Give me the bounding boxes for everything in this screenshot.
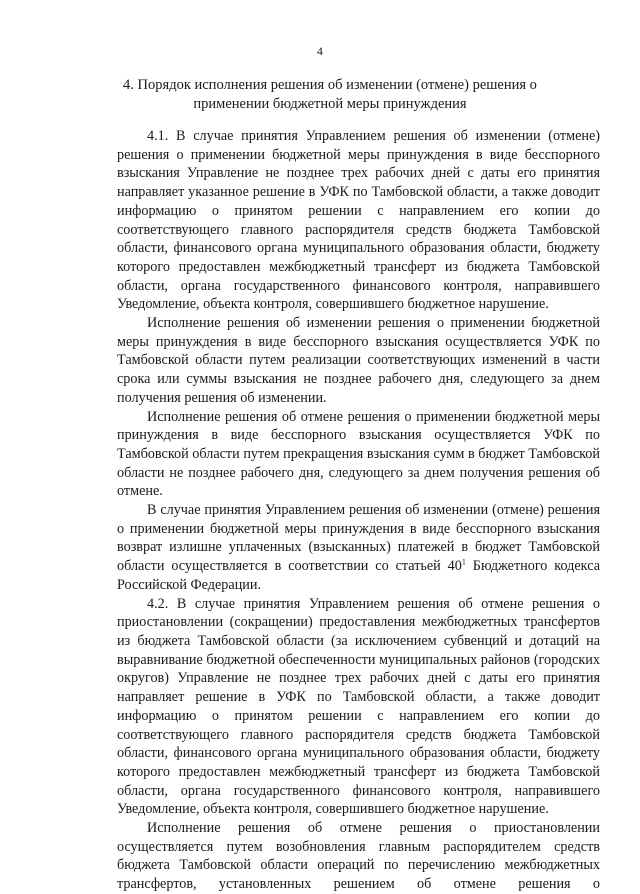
article-superscript: 1 (461, 557, 466, 567)
paragraph-suspension-cancel: Исполнение решения об отмене решения о приостановлении осуществляется путем возобновления главным распорядителем средств бюджета Тамбовской области операций по перечислению межбюджетных трансфертов, установленных решением об отмене решения о (117, 820, 600, 893)
paragraph-cancel-execution: Исполнение решения об отмене решения о применении бюджетной меры принуждения в виде бесспорного взыскания осуществляется УФК по Тамбовской области путем прекращения взыскания сумм в бюджет Тамбовской области не позднее рабочего дня, следующего за днем получения решения об отмене. (117, 408, 600, 500)
paragraph-4-1: 4.1. В случае принятия Управлением решения об изменении (отмене) решения о применении бюджетной меры принуждения в виде бесспорного взыскания Управление не позднее трех рабочих дней с даты его принятия направляет указанное решение в УФК по Тамбовской области, а также доводит информацию о принятом решении с направлением его копии до соответствующего главного распорядителя средств бюджета Тамбовской области, финансового органа муниципального образования области, бюджету которого предоставлен межбюджетный трансферт из бюджета Тамбовской области, органа государственного финансового контроля, направившего Уведомление, объекта контроля, совершившего бюджетное нарушение. (117, 128, 600, 313)
paragraph-refund (117, 501, 600, 595)
page-number: 4 (316, 44, 324, 58)
paragraph-change-execution: Исполнение решения об изменении решения о применении бюджетной меры принуждения в виде бесспорного взыскания осуществляется УФК по Тамбовской области путем реализации соответствующих изменений в части срока или суммы взыскания не позднее рабочего дня, следующего за днем получения решения об изменении. (117, 315, 600, 406)
paragraph-4-2: 4.2. В случае принятия Управлением решения об отмене решения о приостановлении (сокращении) предоставления межбюджетных трансфертов из бюджета Тамбовской области (за исключением субвенций и дотаций на выравнивание бюджетной обеспеченности муниципальных районов (городских округов) Управление не позднее трех рабочих дней с даты его принятия направляет решение в УФК по Тамбовской области, а также доводит информацию о принятом решении с направлением его копии до соответствующего главного распорядителя средств бюджета Тамбовской области, финансового органа муниципального образования области, бюджету которого предоставлен межбюджетный трансферт из бюджета Тамбовской области, органа государственного финансового контроля, направившего Уведомление, объекта контроля, совершившего бюджетное нарушение. (117, 595, 600, 818)
paragraph-refund-text: В случае принятия Управлением решения об изменении (отмене) решения о применении бюджетной меры принуждения в виде бесспорного взыскания возврат излишне уплаченных (взысканных) платежей в бюджет Тамбовской области осуществляется в соответствии со статьей 40 (117, 502, 600, 575)
paragraph-refund-tail: Бюджетного кодекса Российской Федерации. (117, 558, 600, 593)
document-body (117, 127, 600, 894)
section-title: 4. Порядок исполнения решения об изменении (отмене) решения о применении бюджетной меры принуждения (123, 77, 537, 112)
